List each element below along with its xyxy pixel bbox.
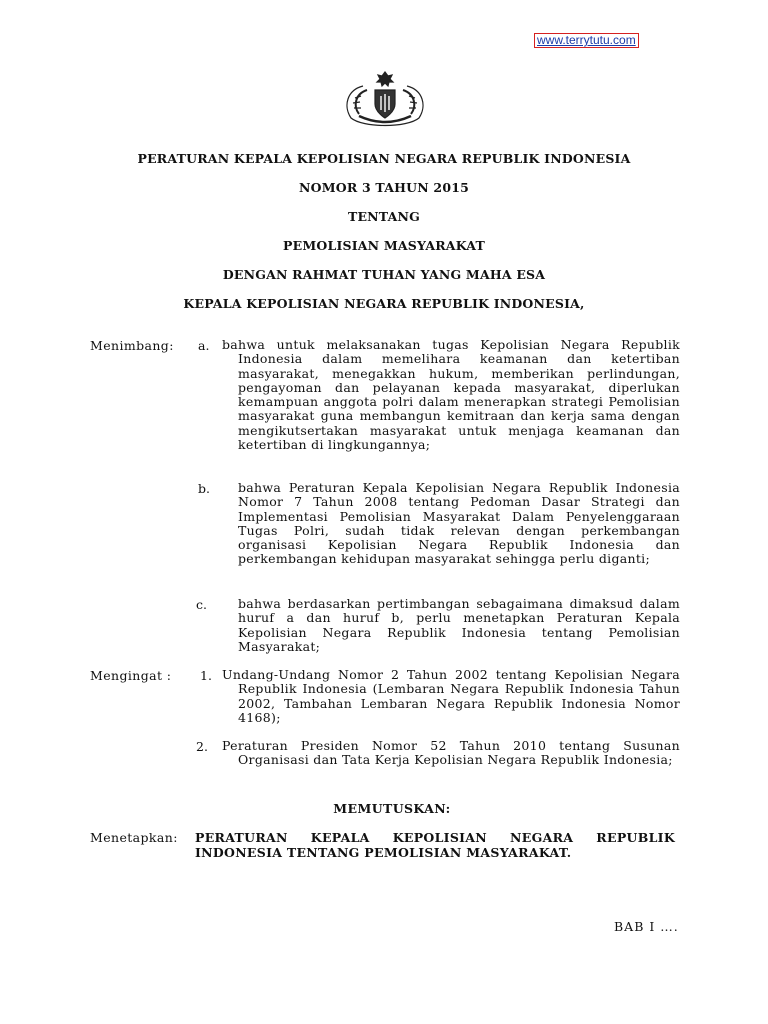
memutuskan-heading: MEMUTUSKAN: (333, 801, 451, 816)
regulation-title: PERATURAN KEPALA KEPOLISIAN NEGARA REPUBLIK INDONESIA (137, 151, 631, 166)
consideration-b: bahwa Peraturan Kepala Kepolisian Negara Republik Indonesia Nomor 7 Tahun 2008 tentang Pedoman Dasar Strategi dan Implementasi Pemolisian Masyarakat Dalam Penyelenggaraan Tugas Polri, sudah tidak relevan dengan perkembangan organisasi Kepolisian Negara Republik Indonesia dan perkembangan kehidupan masyarakat sehingga perlu diganti; (238, 480, 680, 567)
mengingat-label: Mengingat : (90, 668, 172, 683)
legal-basis-2: Peraturan Presiden Nomor 52 Tahun 2010 tentang Susunan Organisasi dan Tata Kerja Kepolisian Negara Republik Indonesia; (222, 738, 680, 768)
menimbang-label: Menimbang: (90, 338, 174, 353)
legal-basis-1: Undang-Undang Nomor 2 Tahun 2002 tentang Kepolisian Negara Republik Indonesia (Lembaran Negara Republik Indonesia Tahun 2002, Tambahan Lembaran Negara Republik Indonesia Nomor 4168); (222, 667, 680, 725)
item-marker: c. (196, 597, 207, 612)
item-marker: 2. (196, 739, 208, 754)
consideration-a: bahwa untuk melaksanakan tugas Kepolisian Negara Republik Indonesia dalam memelihara keamanan dan ketertiban masyarakat, menegakkan hukum, memberikan perlindungan, pengayoman dan pelayanan kepada masyarakat, diperlukan kemampuan anggota polri dalam menerapkan strategi Pemolisian masyarakat guna membangun kemitraan dan kerja sama dengan mengikutsertakan masyarakat untuk menjaga keamanan dan ketertiban di lingkungannya; (222, 337, 680, 453)
police-emblem-icon (341, 66, 429, 128)
item-marker: a. (198, 338, 210, 353)
consideration-c: bahwa berdasarkan pertimbangan sebagaimana dimaksud dalam huruf a dan huruf b, perlu menetapkan Peraturan Kepala Kepolisian Negara Republik Indonesia tentang Pemolisian Masyarakat; (238, 596, 680, 654)
next-page-marker: BAB I …. (614, 919, 679, 934)
website-link[interactable]: www.terrytutu.com (534, 33, 639, 48)
regulation-number: NOMOR 3 TAHUN 2015 (298, 180, 470, 195)
subject-heading: PEMOLISIAN MASYARAKAT (283, 238, 485, 253)
authority-heading: KEPALA KEPOLISIAN NEGARA REPUBLIK INDONESIA, (183, 296, 585, 311)
enactment-text: PERATURAN KEPALA KEPOLISIAN NEGARA REPUBLIK INDONESIA TENTANG PEMOLISIAN MASYARAKAT. (195, 830, 675, 860)
invocation-heading: DENGAN RAHMAT TUHAN YANG MAHA ESA (222, 267, 546, 282)
menetapkan-label: Menetapkan: (90, 830, 178, 845)
item-marker: 1. (200, 668, 212, 683)
tentang-heading: TENTANG (347, 209, 421, 224)
item-marker: b. (198, 481, 210, 496)
